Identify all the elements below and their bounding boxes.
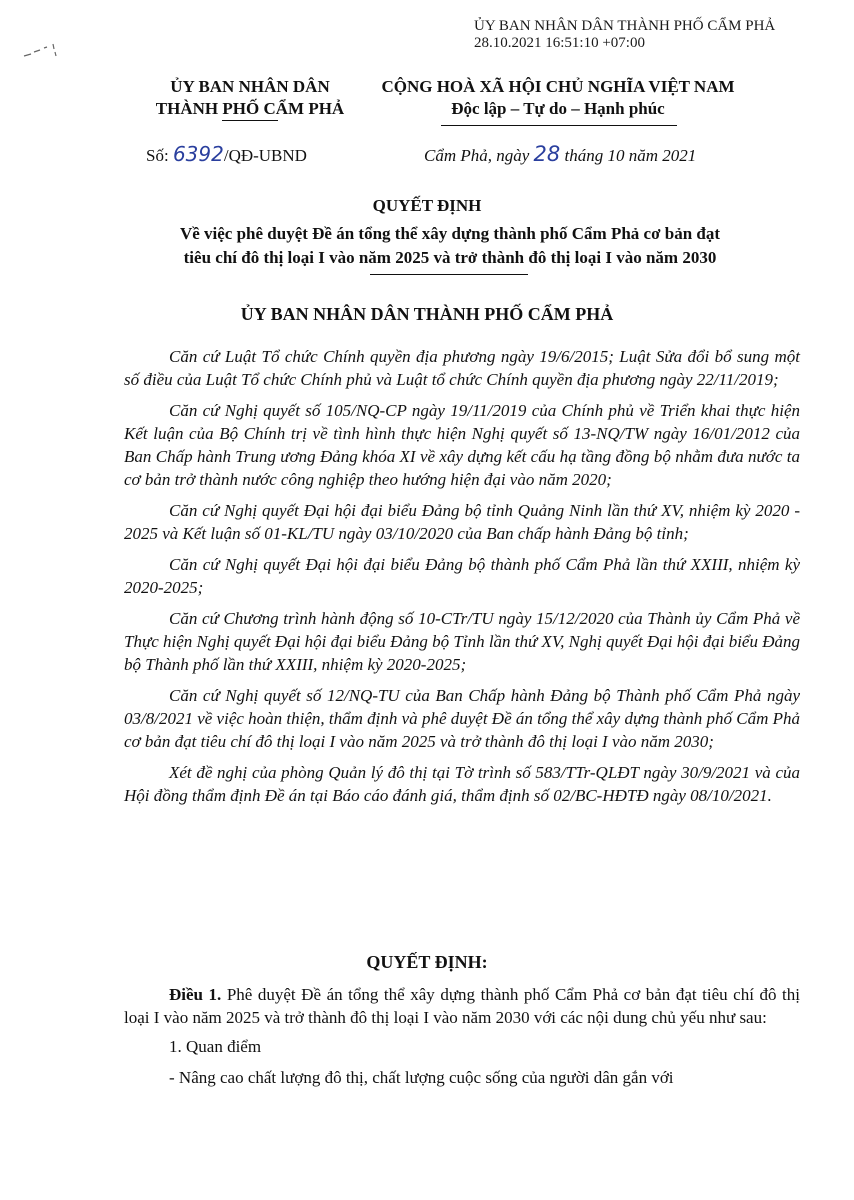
org-underline [222, 120, 278, 121]
signature-timestamp: 28.10.2021 16:51:10 +07:00 [474, 35, 645, 51]
national-motto [368, 76, 748, 120]
digital-signature-stamp [474, 18, 775, 52]
date-place: Cẩm Phả, ngày [424, 146, 534, 165]
document-title: QUYẾT ĐỊNH [372, 196, 482, 215]
org-line-1: ỦY BAN NHÂN DÂN [170, 77, 330, 96]
nation-motto: Độc lập – Tự do – Hạnh phúc [451, 99, 665, 118]
legal-basis-item: Xét đề nghị của phòng Quản lý đô thị tại Tờ trình số 583/TTr-QLĐT ngày 30/9/2021 và của Hội đồng thẩm định Đề án tại Báo cáo đánh giá, thẩm định số 02/BC-HĐTĐ ngày 08/10/2021. [124, 763, 800, 805]
doc-number-prefix: Số: [146, 146, 173, 165]
issue-date [424, 143, 696, 167]
legal-basis-item: Căn cứ Nghị quyết số 105/NQ-CP ngày 19/11/2019 của Chính phủ về Triển khai thực hiện Kết luận của Bộ Chính trị về tình hình thực hiện Nghị quyết số 13-NQ/TW ngày 16/01/2012 của Ban Chấp hành Trung ương Đảng khóa XI về xây dựng kết cấu hạ tầng đồng bộ nhằm đưa nước ta cơ bản trở thành nước công nghiệp theo hướng hiện đại vào năm 2020; [124, 401, 800, 489]
subject-line-2: tiêu chí đô thị loại I vào năm 2025 và trở thành đô thị loại I vào năm 2030 [183, 248, 717, 267]
issuing-organization [90, 76, 410, 120]
document-subject [100, 222, 800, 270]
legal-bases [124, 345, 800, 815]
decision-heading: QUYẾT ĐỊNH: [366, 952, 488, 972]
document-number [146, 143, 307, 167]
issuing-authority: ỦY BAN NHÂN DÂN THÀNH PHỐ CẨM PHẢ [240, 304, 614, 324]
scan-mark-icon [22, 40, 64, 62]
signature-signer: ỦY BAN NHÂN DÂN THÀNH PHỐ CẨM PHẢ [474, 18, 776, 34]
legal-basis-item: Căn cứ Luật Tổ chức Chính quyền địa phương ngày 19/6/2015; Luật Sửa đổi bổ sung một số điều của Luật Tổ chức Chính phủ và Luật tổ chức Chính quyền địa phương ngày 22/11/2019; [124, 347, 800, 389]
org-line-2: THÀNH PHỐ CẨM PHẢ [155, 99, 345, 118]
subject-underline [370, 274, 528, 275]
doc-number-handwritten: 6392 [172, 142, 224, 166]
motto-underline [441, 125, 677, 126]
section-heading: 1. Quan điểm [169, 1037, 262, 1056]
legal-basis-item: Căn cứ Nghị quyết số 12/NQ-TU của Ban Chấp hành Đảng bộ Thành phố Cẩm Phả ngày 03/8/2021 về việc hoàn thiện, thẩm định và phê duyệt Đề án tổng thể xây dựng thành phố Cẩm Phả cơ bản đạt tiêu chí đô thị loại I vào năm 2025 và trở thành đô thị loại I vào năm 2030; [124, 686, 800, 751]
legal-basis-item: Căn cứ Chương trình hành động số 10-CTr/TU ngày 15/12/2020 của Thành ủy Cẩm Phả về Thực hiện Nghị quyết Đại hội đại biểu Đảng bộ Tỉnh lần thứ XV, Nghị quyết Đại hội đại biểu Đảng bộ Thành phố lần thứ XXIII, nhiệm kỳ 2020-2025; [124, 609, 800, 674]
article-1-text: Phê duyệt Đề án tổng thể xây dựng thành phố Cẩm Phả cơ bản đạt tiêu chí đô thị loại I vào năm 2025 và trở thành đô thị loại I vào năm 2030 với các nội dung chủ yếu như sau: [124, 985, 800, 1027]
article-1 [124, 983, 800, 1089]
article-1-label: Điều 1. [169, 985, 222, 1004]
date-rest: tháng 10 năm 2021 [560, 146, 697, 165]
bullet-item: - Nâng cao chất lượng đô thị, chất lượng cuộc sống của người dân gắn với [169, 1068, 674, 1087]
nation-name: CỘNG HOÀ XÃ HỘI CHỦ NGHĨA VIỆT NAM [381, 77, 735, 96]
legal-basis-item: Căn cứ Nghị quyết Đại hội đại biểu Đảng bộ thành phố Cẩm Phả lần thứ XXIII, nhiệm kỳ 2020-2025; [124, 555, 800, 597]
date-day-handwritten: 28 [533, 142, 561, 166]
doc-number-suffix: /QĐ-UBND [223, 146, 307, 165]
legal-basis-item: Căn cứ Nghị quyết Đại hội đại biểu Đảng bộ tỉnh Quảng Ninh lần thứ XV, nhiệm kỳ 2020 - 2025 và Kết luận số 01-KL/TU ngày 03/10/2020 của Ban chấp hành Đảng bộ tỉnh; [124, 501, 800, 543]
subject-line-1: Về việc phê duyệt Đề án tổng thể xây dựng thành phố Cẩm Phả cơ bản đạt [179, 224, 721, 243]
article-1-body [124, 983, 800, 1029]
